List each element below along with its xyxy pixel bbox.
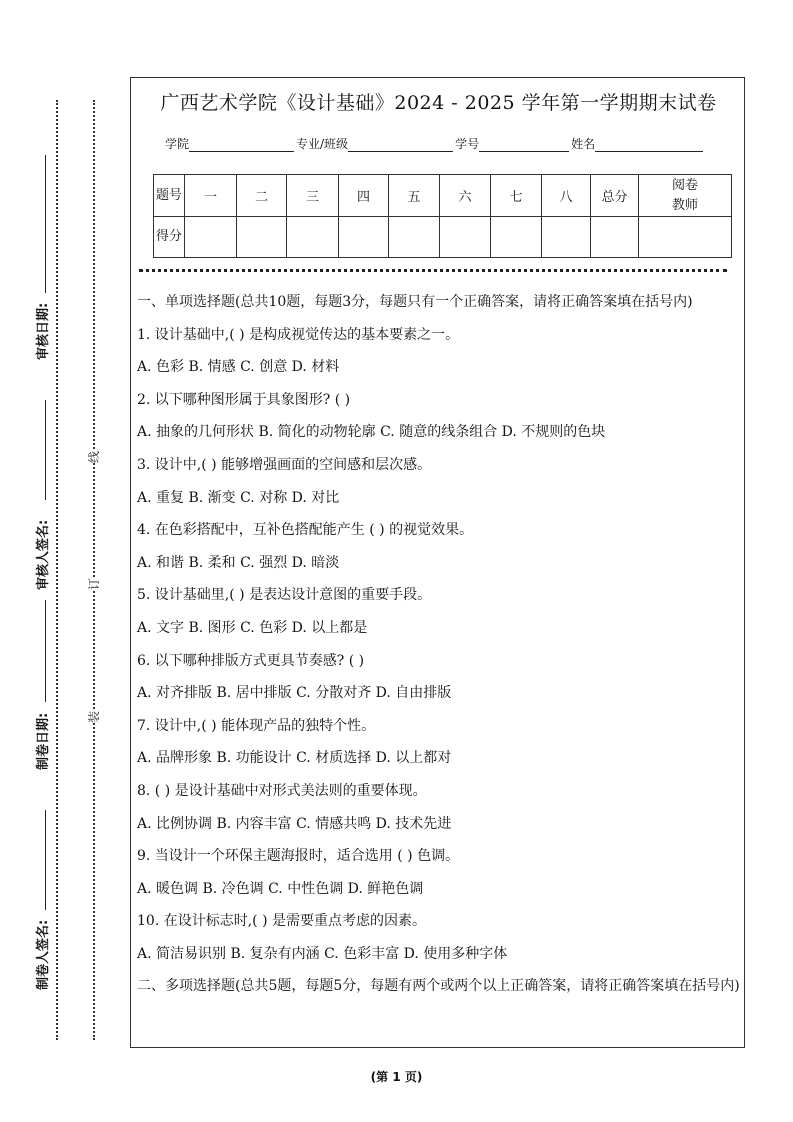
question-5: 5. 设计基础里,( ) 是表达设计意图的重要手段。 (137, 587, 432, 604)
score-cell-5[interactable] (389, 217, 440, 258)
question-6: 6. 以下哪种排版方式更具节奏感? ( ) (137, 652, 365, 669)
score-cell-reviewer[interactable] (639, 217, 732, 258)
inner-binding-line (93, 100, 95, 1040)
question-10: 10. 在设计标志时,( ) 是需要重点考虑的因素。 (137, 913, 426, 930)
question-7: 7. 设计中,( ) 能体现产品的独特个性。 (137, 717, 376, 734)
question-1: 1. 设计基础中,( ) 是构成视觉传达的基本要素之一。 (137, 326, 460, 343)
col-6: 六 (440, 175, 491, 217)
major-field[interactable] (348, 137, 453, 152)
section2-heading: 二、多项选择题(总共5题，每题5分，每题有两个或两个以上正确答案，请将正确答案填在括号内) (137, 978, 740, 995)
binding-char-order: 订 (87, 577, 102, 591)
score-cell-4[interactable] (339, 217, 389, 258)
col-5: 五 (389, 175, 440, 217)
score-row1-label: 题号 (154, 175, 185, 217)
exam-title: 广西艺术学院《设计基础》2024 - 2025 学年第一学期期末试卷 (160, 92, 717, 114)
score-cell-total[interactable] (591, 217, 639, 258)
maker-date-label: 制卷日期: (36, 712, 51, 770)
score-cell-6[interactable] (440, 217, 491, 258)
question-4: 4. 在色彩搭配中，互补色搭配能产生 ( ) 的视觉效果。 (137, 522, 474, 539)
question-9-options: A. 暖色调 B. 冷色调 C. 中性色调 D. 鲜艳色调 (137, 880, 424, 897)
score-table-header-row (154, 175, 732, 217)
col-3: 三 (287, 175, 339, 217)
student-info-row (165, 135, 705, 152)
col-reviewer: 阅卷教师 (639, 175, 732, 217)
col-4: 四 (339, 175, 389, 217)
college-field[interactable] (189, 137, 294, 152)
score-row2-label: 得分 (154, 217, 185, 258)
score-cell-7[interactable] (491, 217, 542, 258)
col-7: 七 (491, 175, 542, 217)
score-cell-2[interactable] (237, 217, 287, 258)
question-9: 9. 当设计一个环保主题海报时，适合选用 ( ) 色调。 (137, 848, 460, 865)
question-8-options: A. 比例协调 B. 内容丰富 C. 情感共鸣 D. 技术先进 (137, 815, 452, 832)
name-label: 姓名 (571, 137, 596, 151)
student-id-label: 学号 (455, 137, 480, 151)
reviewer-date-line[interactable] (45, 155, 46, 293)
score-cell-8[interactable] (542, 217, 591, 258)
col-2: 二 (237, 175, 287, 217)
outer-binding-line (56, 100, 58, 1040)
score-table-score-row (154, 217, 732, 258)
question-2-options: A. 抽象的几何形状 B. 简化的动物轮廓 C. 随意的线条组合 D. 不规则的色块 (137, 424, 606, 441)
question-8: 8. ( ) 是设计基础中对形式美法则的重要体现。 (137, 782, 427, 799)
question-6-options: A. 对齐排版 B. 居中排版 C. 分散对齐 D. 自由排版 (137, 685, 452, 702)
college-label: 学院 (165, 137, 190, 151)
section1-heading: 一、单项选择题(总共10题，每题3分，每题只有一个正确答案，请将正确答案填在括号内) (137, 294, 693, 310)
question-10-options: A. 简洁易识别 B. 复杂有内涵 C. 色彩丰富 D. 使用多种字体 (137, 945, 508, 962)
question-5-options: A. 文字 B. 图形 C. 色彩 D. 以上都是 (137, 619, 368, 636)
question-7-options: A. 品牌形象 B. 功能设计 C. 材质选择 D. 以上都对 (137, 750, 452, 767)
col-total: 总分 (591, 175, 639, 217)
question-3: 3. 设计中,( ) 能够增强画面的空间感和层次感。 (137, 456, 432, 473)
maker-date-line[interactable] (45, 600, 46, 702)
score-cell-3[interactable] (287, 217, 339, 258)
binding-char-line: 线 (87, 450, 102, 464)
score-table (153, 174, 732, 258)
reviewer-sign-label: 审核人签名: (36, 519, 51, 590)
name-field[interactable] (595, 137, 703, 152)
reviewer-date-label: 审核日期: (36, 302, 51, 360)
major-label: 专业/班级 (296, 137, 349, 151)
student-id-field[interactable] (479, 137, 569, 152)
score-cell-1[interactable] (185, 217, 237, 258)
exam-frame (130, 77, 745, 1048)
maker-sign-line[interactable] (45, 810, 46, 910)
question-1-options: A. 色彩 B. 情感 C. 创意 D. 材料 (137, 359, 340, 376)
question-2: 2. 以下哪种图形属于具象图形? ( ) (137, 391, 351, 408)
question-4-options: A. 和谐 B. 柔和 C. 强烈 D. 暗淡 (137, 554, 340, 571)
col-1: 一 (185, 175, 237, 217)
exam-content (137, 291, 741, 1008)
reviewer-sign-line[interactable] (45, 400, 46, 500)
binding-char-pack: 装 (87, 710, 102, 724)
section-separator (139, 269, 727, 272)
col-8: 八 (542, 175, 591, 217)
question-3-options: A. 重复 B. 渐变 C. 对称 D. 对比 (137, 489, 340, 506)
maker-sign-label: 制卷人签名: (36, 919, 51, 990)
page-number: (第 1 页) (370, 1070, 423, 1084)
